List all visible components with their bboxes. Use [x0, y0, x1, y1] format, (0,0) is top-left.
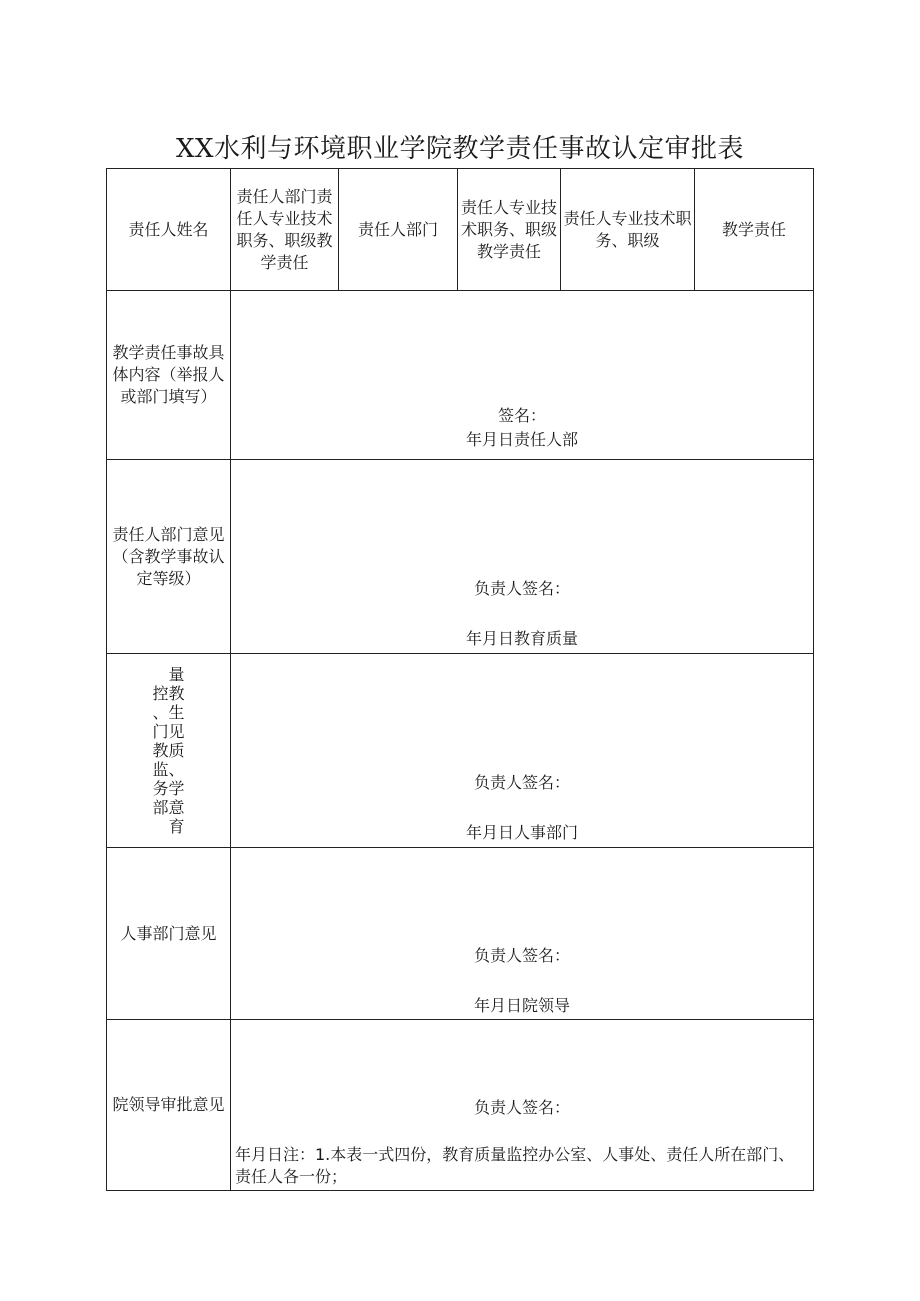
hr-opinion-field[interactable]	[231, 848, 814, 1020]
quality-opinion-label	[107, 654, 231, 848]
leader-sign: 负责人签名：	[473, 1098, 570, 1117]
quality-label-line: 部意	[152, 798, 185, 817]
quality-label-line: 监、	[152, 760, 185, 779]
quality-label-line: 量	[168, 665, 185, 684]
form-note: 年月日注：1.本表一式四份，教育质量监控办公室、人事处、责任人所在部门、责任人各一份；	[235, 1145, 795, 1186]
quality-label-line: 育	[168, 817, 185, 836]
header-name: 责任人姓名	[107, 169, 231, 291]
incident-date: 年月日责任人部	[465, 430, 578, 449]
hr-sign: 负责人签名：	[473, 946, 570, 965]
incident-label: 教学责任事故具体内容（举报人或部门填写）	[107, 291, 231, 460]
dept-opinion-field[interactable]	[231, 460, 814, 654]
page-title: XX水利与环境职业学院教学责任事故认定审批表	[175, 134, 745, 164]
incident-content-field[interactable]	[231, 291, 814, 460]
quality-label-line: 、生	[152, 703, 185, 722]
header-teaching-resp[interactable]: 教学责任	[695, 169, 814, 291]
leader-approval-field[interactable]	[231, 1020, 814, 1191]
incident-row	[107, 291, 814, 460]
header-dept: 责任人部门	[339, 169, 458, 291]
quality-label-line: 务学	[152, 779, 185, 798]
hr-date: 年月日院领导	[473, 996, 570, 1015]
header-dept-title[interactable]: 责任人部门责任人专业技术职务、职级教学责任	[231, 169, 339, 291]
dept-opinion-row	[107, 460, 814, 654]
leader-approval-row	[107, 1020, 814, 1191]
dept-opinion-label: 责任人部门意见（含教学事故认定等级）	[107, 460, 231, 654]
quality-date: 年月日人事部门	[465, 823, 578, 842]
hr-opinion-row	[107, 848, 814, 1020]
approval-form-table	[106, 168, 814, 1191]
dept-date: 年月日教育质量	[465, 629, 578, 648]
leader-approval-label: 院领导审批意见	[107, 1020, 231, 1191]
quality-label-line: 门见	[152, 722, 185, 741]
quality-sign: 负责人签名：	[473, 773, 570, 792]
hr-opinion-label: 人事部门意见	[107, 848, 231, 1020]
quality-label-line: 控教	[152, 684, 185, 703]
dept-sign: 负责人签名：	[473, 579, 570, 598]
quality-opinion-field[interactable]	[231, 654, 814, 848]
quality-label-line: 教质	[152, 741, 185, 760]
incident-sign: 签名：	[497, 406, 546, 425]
header-title-field[interactable]: 责任人专业技术职务、职级教学责任	[458, 169, 561, 291]
header-title-rank: 责任人专业技术职务、职级	[561, 169, 695, 291]
quality-opinion-row	[107, 654, 814, 848]
header-row	[107, 169, 814, 291]
